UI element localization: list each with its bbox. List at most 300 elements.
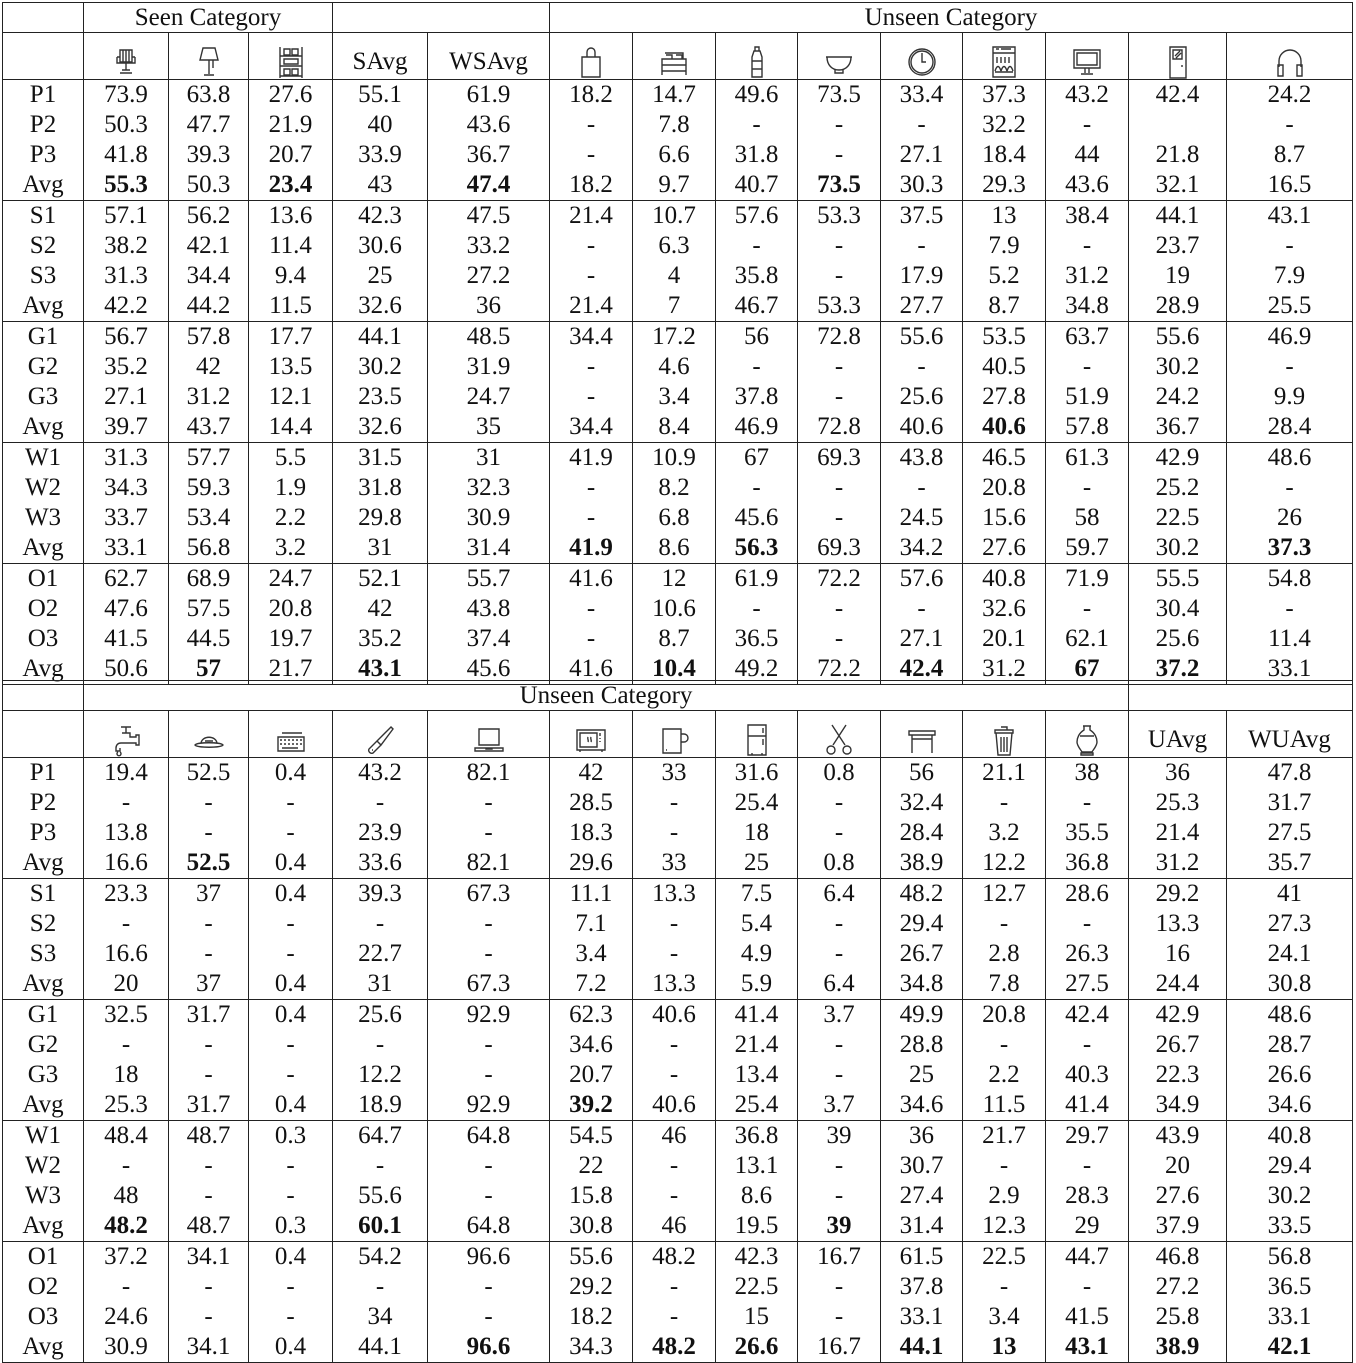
table-cell: 21.9 (249, 110, 333, 140)
table-cell: 69.3 (798, 443, 881, 474)
table-cell: 20.8 (963, 1000, 1046, 1031)
table-cell: - (798, 1060, 881, 1090)
table-cell: 8.7 (1227, 140, 1353, 170)
table-cell: 13.3 (1129, 909, 1227, 939)
mug-icon (657, 723, 691, 757)
table-cell: 35.7 (1227, 848, 1353, 879)
table-cell: 33.5 (1227, 1211, 1353, 1242)
column-header-refrigerator (716, 711, 798, 758)
table-cell: 21.8 (1129, 140, 1227, 170)
table-cell: 7.2 (550, 969, 633, 1000)
dishwasher-icon (987, 45, 1021, 79)
table-cell: 48.2 (84, 1211, 169, 1242)
table-cell: - (963, 1030, 1046, 1060)
table-cell: 10.4 (633, 654, 716, 685)
table-cell: 26.3 (1046, 939, 1129, 969)
table-cell: - (798, 231, 881, 261)
table-cell: 22.7 (333, 939, 428, 969)
table-cell: 55.6 (881, 322, 963, 353)
table-cell: 5.2 (963, 261, 1046, 291)
table-cell: - (633, 1151, 716, 1181)
table-cell: 27.2 (428, 261, 550, 291)
table-cell: 25.6 (1129, 624, 1227, 654)
seen-average-header-blank (333, 3, 550, 33)
table-cell: 59.7 (1046, 533, 1129, 564)
table-cell: 57.6 (881, 564, 963, 595)
table-cell: 7.1 (550, 909, 633, 939)
table-cell: 36.5 (1227, 1272, 1353, 1302)
column-header-savg: SAvg (333, 33, 428, 80)
table-cell: 18.4 (963, 140, 1046, 170)
column-header-mug (633, 711, 716, 758)
table-cell: 43.7 (169, 412, 249, 443)
table-cell: - (550, 473, 633, 503)
table-cell: 37.3 (1227, 533, 1353, 564)
table-cell: 32.6 (333, 291, 428, 322)
results-table-top (2, 2, 1353, 685)
table-cell: 3.7 (798, 1000, 881, 1031)
table-cell: 10.7 (633, 201, 716, 232)
table-cell: 0.3 (249, 1211, 333, 1242)
table-cell: 27.3 (1227, 909, 1353, 939)
row-label: W3 (3, 503, 84, 533)
table-cell: 5.9 (716, 969, 798, 1000)
shelf-icon (274, 45, 308, 79)
table-cell: 26 (1227, 503, 1353, 533)
column-header-knife (333, 711, 428, 758)
table-cell: - (798, 1181, 881, 1211)
table-row (3, 969, 1353, 1000)
table-cell: 34.2 (881, 533, 963, 564)
table-cell: 21.4 (550, 291, 633, 322)
column-header-bed (633, 33, 716, 80)
table-cell: 8.4 (633, 412, 716, 443)
table-row (3, 1302, 1353, 1332)
table-cell: - (1046, 788, 1129, 818)
table-cell: 25.8 (1129, 1302, 1227, 1332)
table-row (3, 322, 1353, 353)
table-cell: 56 (881, 758, 963, 789)
table-cell: 4.6 (633, 352, 716, 382)
table-cell: 9.9 (1227, 382, 1353, 412)
table-cell: 57.6 (716, 201, 798, 232)
table-cell: 49.9 (881, 1000, 963, 1031)
table-cell: 22.5 (1129, 503, 1227, 533)
table-cell: 56.3 (716, 533, 798, 564)
table-cell: 46.7 (716, 291, 798, 322)
table-cell: 16.7 (798, 1242, 881, 1273)
table-cell: 6.3 (633, 231, 716, 261)
table-cell: 24.2 (1129, 382, 1227, 412)
table-cell: - (550, 503, 633, 533)
row-label: W2 (3, 1151, 84, 1181)
table-cell: 37.9 (1129, 1211, 1227, 1242)
table-cell: 13.8 (84, 818, 169, 848)
row-label: G1 (3, 322, 84, 353)
keyboard-icon (274, 723, 308, 757)
table-cell: 47.7 (169, 110, 249, 140)
table-cell: 34.6 (881, 1090, 963, 1121)
table-cell: 47.4 (428, 170, 550, 201)
table-cell: 40.6 (633, 1090, 716, 1121)
table-cell: - (798, 473, 881, 503)
table-row (3, 788, 1353, 818)
table-cell: 36.8 (716, 1121, 798, 1152)
table-cell: - (550, 231, 633, 261)
table-cell: 6.6 (633, 140, 716, 170)
table-cell: - (716, 110, 798, 140)
column-header-bowl (798, 33, 881, 80)
table-cell: 43.8 (881, 443, 963, 474)
table-row (3, 140, 1353, 170)
table-cell: 54.8 (1227, 564, 1353, 595)
table-cell: - (798, 818, 881, 848)
table-cell: - (881, 473, 963, 503)
row-label: W2 (3, 473, 84, 503)
column-header-scissors (798, 711, 881, 758)
table-cell: 37.3 (963, 80, 1046, 111)
table-cell: 10.6 (633, 594, 716, 624)
table-cell: 43.2 (1046, 80, 1129, 111)
table-cell: 25.3 (1129, 788, 1227, 818)
column-header-row (3, 711, 1353, 758)
table-cell: 39.3 (169, 140, 249, 170)
row-label: S1 (3, 879, 84, 910)
table-cell: - (633, 1272, 716, 1302)
table-cell: 31.2 (1129, 848, 1227, 879)
row-label: S2 (3, 909, 84, 939)
table-cell: 23.9 (333, 818, 428, 848)
table-cell: 28.6 (1046, 879, 1129, 910)
table-cell: 12 (633, 564, 716, 595)
scissors-icon (822, 723, 856, 757)
table-cell: - (249, 1030, 333, 1060)
table-cell: 7.5 (716, 879, 798, 910)
table-cell: 42.4 (1129, 80, 1227, 111)
table-cell: 64.7 (333, 1121, 428, 1152)
row-label: S3 (3, 261, 84, 291)
table-cell: 0.4 (249, 1242, 333, 1273)
table-cell: 25 (716, 848, 798, 879)
table-cell: 4.9 (716, 939, 798, 969)
table-cell: 45.6 (716, 503, 798, 533)
table-cell: - (633, 1060, 716, 1090)
column-header-faucet (84, 711, 169, 758)
row-label: P2 (3, 110, 84, 140)
table-cell: 20.8 (963, 473, 1046, 503)
category-header-row (3, 681, 1353, 711)
table-cell: 40.6 (881, 412, 963, 443)
table-cell: 4 (633, 261, 716, 291)
table-cell: 0.8 (798, 758, 881, 789)
table-cell: 44.1 (333, 322, 428, 353)
table-cell: - (1046, 352, 1129, 382)
table-cell: 13.4 (716, 1060, 798, 1090)
table-cell: 40.8 (963, 564, 1046, 595)
table-cell: - (798, 624, 881, 654)
table-cell: - (716, 352, 798, 382)
table-cell: 11.4 (1227, 624, 1353, 654)
table-cell: 27.1 (84, 382, 169, 412)
row-label: W1 (3, 443, 84, 474)
bottle-icon (740, 45, 774, 79)
table-cell: - (798, 1030, 881, 1060)
corner-cell (3, 681, 84, 711)
laptop-icon (472, 723, 506, 757)
table-cell: - (798, 1151, 881, 1181)
table-cell: - (550, 624, 633, 654)
table-cell: 25.3 (84, 1090, 169, 1121)
monitor-icon (1070, 45, 1104, 79)
column-header-headphones (1227, 33, 1353, 80)
table-cell: 31.8 (333, 473, 428, 503)
table-cell: - (798, 261, 881, 291)
table-cell: - (798, 382, 881, 412)
refrigerator-icon (740, 723, 774, 757)
table-cell: 73.5 (798, 170, 881, 201)
table-row (3, 170, 1353, 201)
table-cell: 14.7 (633, 80, 716, 111)
table-cell: - (798, 939, 881, 969)
table-cell: 44.2 (169, 291, 249, 322)
table-cell: - (881, 594, 963, 624)
row-label: O2 (3, 594, 84, 624)
table-row (3, 564, 1353, 595)
table-cell: 96.6 (428, 1242, 550, 1273)
door-icon (1161, 45, 1195, 79)
table-cell: 37 (169, 879, 249, 910)
table-cell: 45.6 (428, 654, 550, 685)
table-cell: 24.7 (428, 382, 550, 412)
table-cell: 39.3 (333, 879, 428, 910)
table-cell: 6.4 (798, 879, 881, 910)
table-cell: 41.6 (550, 654, 633, 685)
table-cell: 38.2 (84, 231, 169, 261)
table-cell: - (84, 909, 169, 939)
table-cell: - (249, 1060, 333, 1090)
table-cell: 41.8 (84, 140, 169, 170)
table-cell: 7.9 (963, 231, 1046, 261)
table-cell: 38.9 (881, 848, 963, 879)
table-cell: 48.6 (1227, 1000, 1353, 1031)
table-cell: 60.1 (333, 1211, 428, 1242)
table-cell: 7.8 (963, 969, 1046, 1000)
table-cell: - (550, 261, 633, 291)
table-cell: 39.2 (550, 1090, 633, 1121)
table-cell: 47.6 (84, 594, 169, 624)
table-cell: 30.9 (428, 503, 550, 533)
table-cell: - (333, 909, 428, 939)
row-label: Avg (3, 1211, 84, 1242)
table-cell: 33.4 (881, 80, 963, 111)
table-cell: 35.8 (716, 261, 798, 291)
table-cell: 46.8 (1129, 1242, 1227, 1273)
table-cell: 32.3 (428, 473, 550, 503)
table-cell: 17.2 (633, 322, 716, 353)
column-header-dishwasher (963, 33, 1046, 80)
table-cell: 37.2 (84, 1242, 169, 1273)
table-cell: 23.7 (1129, 231, 1227, 261)
table-cell: 52.1 (333, 564, 428, 595)
table-cell: 0.8 (798, 848, 881, 879)
table-cell: 28.5 (550, 788, 633, 818)
table-cell: - (798, 909, 881, 939)
table-row (3, 231, 1353, 261)
table-cell: 57 (169, 654, 249, 685)
table-cell: 56.8 (1227, 1242, 1353, 1273)
table-cell: - (550, 110, 633, 140)
table-cell: 55.7 (428, 564, 550, 595)
table-cell: - (963, 788, 1046, 818)
row-label: P1 (3, 758, 84, 789)
row-label: W3 (3, 1181, 84, 1211)
table-cell: 9.7 (633, 170, 716, 201)
table-cell: 44.7 (1046, 1242, 1129, 1273)
table-cell: 14.4 (249, 412, 333, 443)
table-cell: 23.5 (333, 382, 428, 412)
table-cell: 73.9 (84, 80, 169, 111)
table-cell: 49.6 (716, 80, 798, 111)
table-cell: 28.8 (881, 1030, 963, 1060)
table-cell: 67.3 (428, 969, 550, 1000)
table-cell: 0.4 (249, 879, 333, 910)
table-cell: 0.4 (249, 1332, 333, 1363)
table-cell: 8.7 (633, 624, 716, 654)
table-cell: 43.6 (1046, 170, 1129, 201)
table-cell: 34 (333, 1302, 428, 1332)
table-cell: - (169, 939, 249, 969)
table-cell: 30.9 (84, 1332, 169, 1363)
table-cell: 5.4 (716, 909, 798, 939)
table-cell: 33 (633, 758, 716, 789)
table-cell: 42.4 (881, 654, 963, 685)
table-cell: 25 (333, 261, 428, 291)
table-cell: 8.6 (633, 533, 716, 564)
table-cell: 52.5 (169, 758, 249, 789)
corner-cell (3, 3, 84, 33)
table-cell: - (169, 1181, 249, 1211)
table-cell: - (249, 939, 333, 969)
table-cell: 53.5 (963, 322, 1046, 353)
column-header-chair (84, 33, 169, 80)
table-cell: - (550, 140, 633, 170)
table-cell: - (333, 1151, 428, 1181)
table-cell: 12.1 (249, 382, 333, 412)
table-cell: 11.5 (963, 1090, 1046, 1121)
table-cell: 48.2 (881, 879, 963, 910)
table-cell: 1.9 (249, 473, 333, 503)
table-cell: 42.9 (1129, 1000, 1227, 1031)
table-cell: 33.1 (1227, 1302, 1353, 1332)
table-cell: 31.2 (1046, 261, 1129, 291)
table-cell: 31.8 (716, 140, 798, 170)
table-cell: 15 (716, 1302, 798, 1332)
table-cell: 37.4 (428, 624, 550, 654)
table-row (3, 818, 1353, 848)
table-cell: 48.7 (169, 1211, 249, 1242)
table-cell: 21.4 (550, 201, 633, 232)
table-cell: 15.6 (963, 503, 1046, 533)
table-cell: 16.6 (84, 848, 169, 879)
table-cell: 55.5 (1129, 564, 1227, 595)
table-cell: - (881, 231, 963, 261)
table-cell: 38.4 (1046, 201, 1129, 232)
table-cell: - (798, 352, 881, 382)
table-cell: 13 (963, 201, 1046, 232)
table-cell: 27.7 (881, 291, 963, 322)
table-cell: 31 (333, 969, 428, 1000)
table-cell: - (169, 1272, 249, 1302)
table-cell: - (1046, 231, 1129, 261)
table-cell: 39 (798, 1121, 881, 1152)
table-cell: 42.4 (1046, 1000, 1129, 1031)
table-cell: - (550, 594, 633, 624)
table-cell: - (633, 1181, 716, 1211)
table-cell: 6.8 (633, 503, 716, 533)
trash-can-icon (987, 723, 1021, 757)
table-cell: 36 (881, 1121, 963, 1152)
table-cell: 72.8 (798, 322, 881, 353)
table-cell: 28.9 (1129, 291, 1227, 322)
row-label: O1 (3, 564, 84, 595)
table-cell: - (798, 110, 881, 140)
table-cell: 36 (1129, 758, 1227, 789)
table-row (3, 1000, 1353, 1031)
table-cell: 0.4 (249, 969, 333, 1000)
table-cell: - (169, 1151, 249, 1181)
bed-icon (657, 45, 691, 79)
row-label: P3 (3, 818, 84, 848)
table-cell: - (169, 818, 249, 848)
table-cell: 36.7 (428, 140, 550, 170)
table-cell: 13.6 (249, 201, 333, 232)
table-cell: 46.5 (963, 443, 1046, 474)
table-cell: 28.4 (1227, 412, 1353, 443)
table-cell: 35.2 (84, 352, 169, 382)
table-cell: 68.9 (169, 564, 249, 595)
table-cell: 27.6 (1129, 1181, 1227, 1211)
table-cell: 61.5 (881, 1242, 963, 1273)
table-cell: 13.3 (633, 969, 716, 1000)
table-cell: 31 (428, 443, 550, 474)
table-row (3, 473, 1353, 503)
table-cell: 16.5 (1227, 170, 1353, 201)
table-cell: 56.8 (169, 533, 249, 564)
table-cell: 30.8 (1227, 969, 1353, 1000)
table-cell: 21.7 (249, 654, 333, 685)
table-cell: 33.2 (428, 231, 550, 261)
table-cell: 32.4 (881, 788, 963, 818)
table-cell: 21.1 (963, 758, 1046, 789)
table-cell: 27.4 (881, 1181, 963, 1211)
table-cell: - (1046, 594, 1129, 624)
table-cell: 48.4 (84, 1121, 169, 1152)
table-cell: 29 (1046, 1211, 1129, 1242)
table-cell: - (84, 1272, 169, 1302)
table-cell: 18 (84, 1060, 169, 1090)
table-cell: 23.4 (249, 170, 333, 201)
table-cell: 29.4 (1227, 1151, 1353, 1181)
table-cell: 33 (633, 848, 716, 879)
table-cell: - (716, 231, 798, 261)
table-cell: 3.2 (249, 533, 333, 564)
table-cell: 13.1 (716, 1151, 798, 1181)
table-cell: 67.3 (428, 879, 550, 910)
table-cell: 29.3 (963, 170, 1046, 201)
table-row (3, 533, 1353, 564)
table-cell: 82.1 (428, 758, 550, 789)
table-cell: 32.6 (333, 412, 428, 443)
